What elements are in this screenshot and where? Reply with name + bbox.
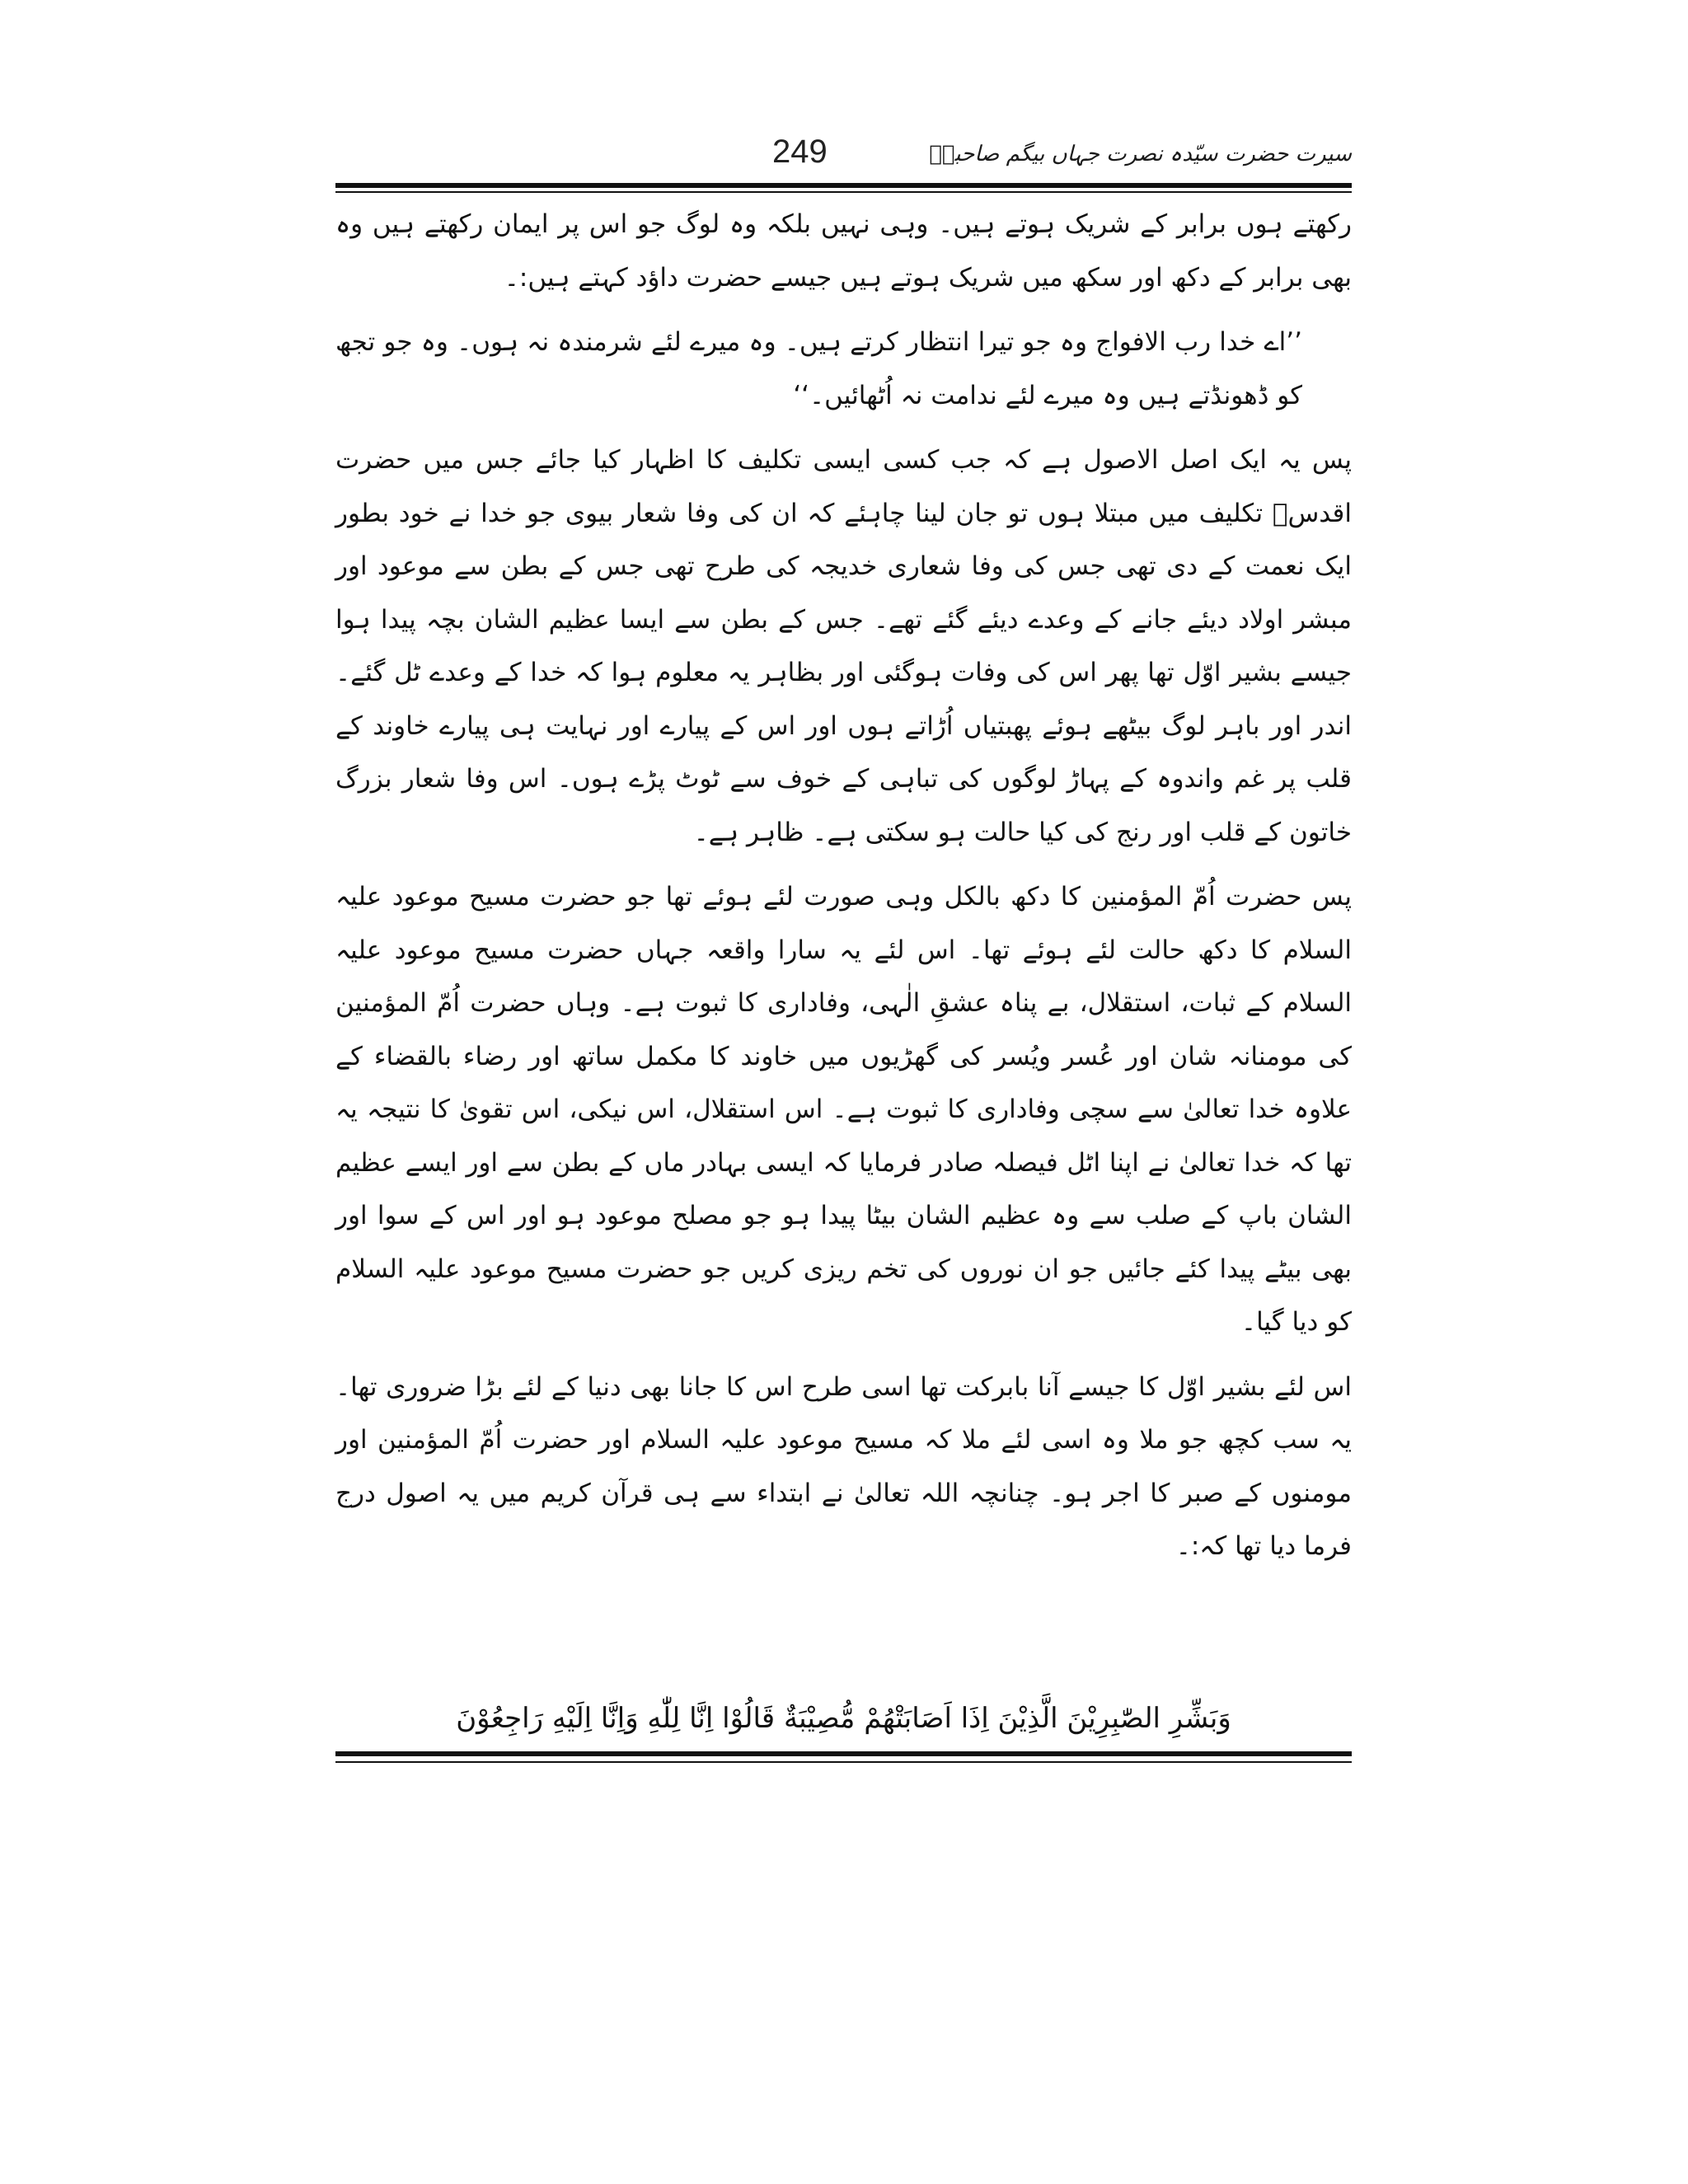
quran-verse: وَبَشِّرِ الصّٰبِرِيْنَ الَّذِيْنَ اِذَا اَصَابَتْهُمْ مُّصِيْبَةٌ قَالُوْا اِنَّا لِلّٰهِ وَاِنَّا اِلَيْهِ رَاجِعُوْنَ [456,1702,1231,1735]
page-number: 249 [772,134,828,170]
paragraph-3: پس حضرت اُمّ المؤمنین کا دکھ بالکل وہی صورت لئے ہوئے تھا جو حضرت مسیح موعود علیہ السلام کا دکھ حالت لئے ہوئے تھا۔ اس لئے یہ سارا واقعہ جہاں حضرت مسیح موعود علیہ السلام کے ثبات، استقلال، بے پناہ عشقِ الٰہی، وفاداری کا ثبوت ہے۔ وہاں حضرت اُمّ المؤمنین کی مومنانہ شان اور عُسر ویُسر کی گھڑیوں میں خاوند کا مکمل ساتھ اور رضاء بالقضاء کے علاوہ خدا تعالیٰ سے سچی وفاداری کا ثبوت ہے۔ اس استقلال، اس نیکی، اس تقویٰ کا نتیجہ یہ تھا کہ خدا تعالیٰ نے اپنا اٹل فیصلہ صادر فرمایا کہ ایسی بہادر ماں کے بطن سے اور ایسے عظیم الشان باپ کے صلب سے وہ عظیم الشان بیٹا پیدا ہو جو مصلح موعود ہو اور اس کے سوا اور بھی بیٹے پیدا کئے جائیں جو ان نوروں کی تخم ریزی کریں جو حضرت مسیح موعود علیہ السلام کو دیا گیا۔ [335,882,1352,1337]
quotation [335,316,1352,422]
page-header [335,132,1352,180]
running-title: سیرت حضرت سیّدہ نصرت جہاں بیگم صاحبہؓ [929,142,1352,166]
header-rule-thick [335,183,1352,188]
page-body [335,198,1352,1573]
header-rule-thin [335,191,1352,193]
paragraph-2: پس یہ ایک اصل الاصول ہے کہ جب کسی ایسی تکلیف کا اظہار کیا جائے جس میں حضرت اقدسؑ تکلیف میں مبتلا ہوں تو جان لینا چاہئے کہ ان کی وفا شعار بیوی جو خدا نے خود بطور ایک نعمت کے دی تھی جس کی وفا شعاری خدیجہ کی طرح تھی جس کے بطن سے موعود اور مبشر اولاد دیئے جانے کے وعدے دیئے گئے تھے۔ جس کے بطن سے ایسا عظیم الشان بچہ پیدا ہوا جیسے بشیر اوّل تھا پھر اس کی وفات ہوگئی اور بظاہر یہ معلوم ہوا کہ خدا کے وعدے ٹل گئے۔ اندر اور باہر لوگ بیٹھے ہوئے پھبتیاں اُڑاتے ہوں اور اس کے پیارے اور نہایت ہی پیارے خاوند کے قلب پر غم واندوہ کے پہاڑ لوگوں کی تباہی کے خوف سے ٹوٹ پڑے ہوں۔ اس وفا شعار بزرگ خاتون کے قلب اور رنج کی کیا حالت ہو سکتی ہے۔ ظاہر ہے۔ [335,445,1352,847]
footer-rule-thin [335,1761,1352,1763]
footer-rule-thick [335,1751,1352,1756]
paragraph-4: اس لئے بشیر اوّل کا جیسے آنا بابرکت تھا اسی طرح اس کا جانا بھی دنیا کے لئے بڑا ضروری تھا۔ یہ سب کچھ جو ملا وہ اسی لئے ملا کہ مسیح موعود علیہ السلام اور حضرت اُمّ المؤمنین اور مومنوں کے صبر کا اجر ہو۔ چنانچہ اللہ تعالیٰ نے ابتداء سے ہی قرآن کریم میں یہ اصول درج فرما دیا تھا کہ:۔ [335,1371,1352,1561]
paragraph-1: رکھتے ہوں برابر کے شریک ہوتے ہیں۔ وہی نہیں بلکہ وہ لوگ جو اس پر ایمان رکھتے ہیں وہ بھی برابر کے دکھ اور سکھ میں شریک ہوتے ہیں جیسے حضرت داؤد کہتے ہیں:۔ [335,209,1352,293]
quotation-text: ’’اے خدا رب الافواج وہ جو تیرا انتظار کرتے ہیں۔ وہ میرے لئے شرمندہ نہ ہوں۔ وہ جو تجھ کو ڈھونڈتے ہیں وہ میرے لئے ندامت نہ اُٹھائیں۔‘‘ [335,327,1302,410]
